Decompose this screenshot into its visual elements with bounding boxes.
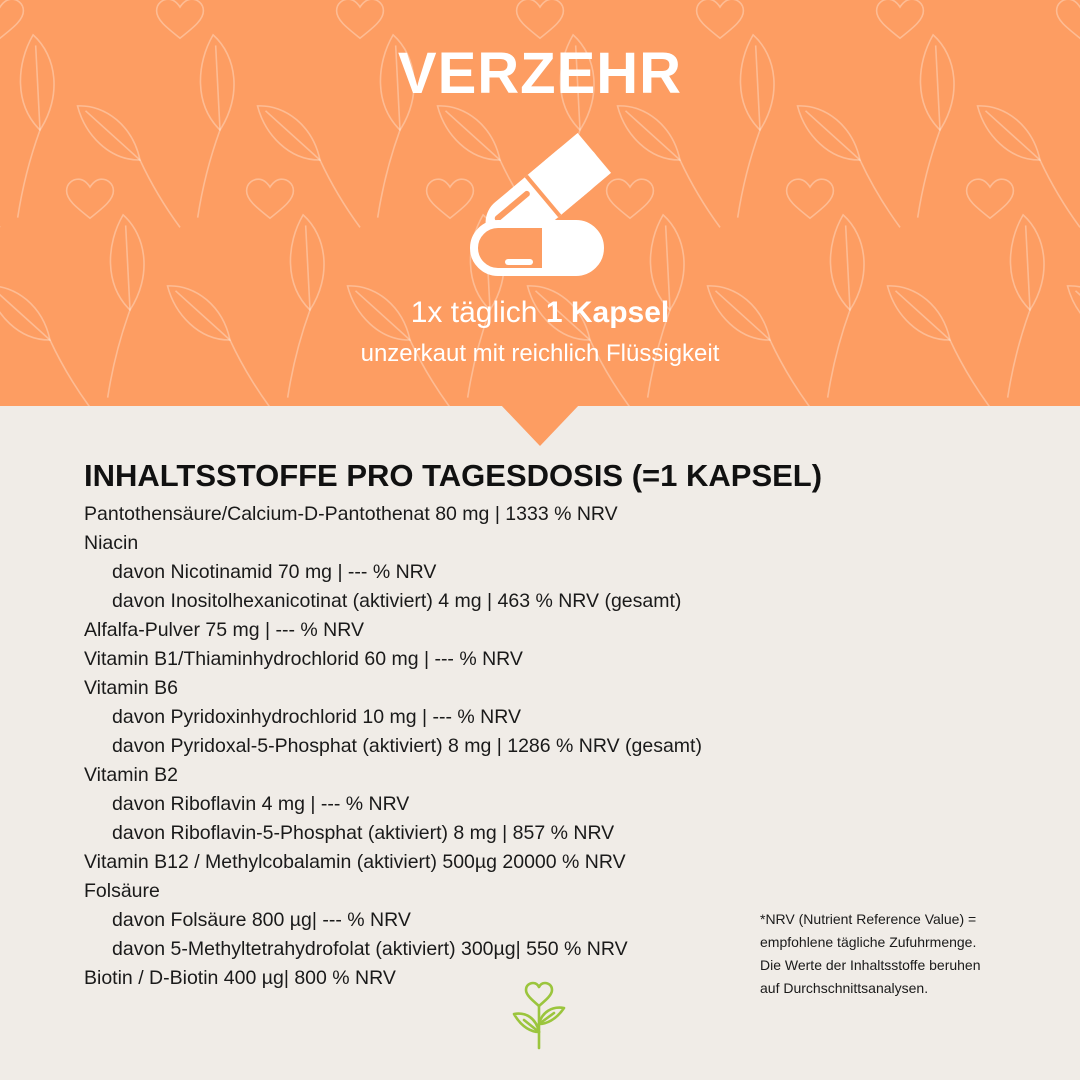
usage-title: VERZEHR (397, 41, 683, 106)
pattern-leaf (796, 88, 900, 245)
pattern-heart (157, 0, 204, 38)
ingredient-row: Biotin / D-Biotin 400 µg| 800 % NRV (84, 967, 396, 989)
ingredient-row: Pantothensäure/Calcium-D-Pantothenat 80 mg | 1333 % NRV (84, 503, 618, 525)
pattern-heart (967, 179, 1014, 218)
ingredient-row: davon Riboflavin-5-Phosphat (aktiviert) 8 mg | 857 % NRV (112, 822, 615, 844)
ingredient-row: Folsäure (84, 880, 160, 902)
dosage-amount: 1 Kapsel (545, 296, 670, 329)
pattern-heart (517, 0, 564, 38)
pattern-leaf (0, 268, 90, 406)
pattern-heart (1057, 0, 1080, 38)
pattern-heart (877, 0, 924, 38)
ingredients-list (84, 500, 702, 993)
ingredient-row: davon Pyridoxal-5-Phosphat (aktiviert) 8 mg | 1286 % NRV (gesamt) (112, 735, 702, 757)
ingredient-row: Vitamin B6 (84, 677, 178, 699)
intake-instruction: unzerkaut mit reichlich Flüssigkeit (360, 340, 720, 367)
ingredient-row: davon 5-Methyltetrahydrofolat (aktiviert) 300µg| 550 % NRV (112, 938, 628, 960)
ingredients-heading (84, 458, 822, 494)
pattern-leaf (346, 268, 450, 406)
pattern-heart (247, 179, 294, 218)
banner-pointer (500, 404, 580, 446)
pattern-leaf (886, 268, 990, 406)
pattern-leaf (976, 88, 1080, 245)
pattern-heart (0, 0, 23, 38)
footnote-line: Die Werte der Inhaltsstoffe beruhen (760, 957, 981, 973)
nrv-footnote (760, 908, 1050, 1000)
pattern-leaf (166, 268, 270, 406)
pattern-leaf (706, 268, 810, 406)
ingredient-row: Niacin (84, 532, 139, 554)
ingredient-row: davon Riboflavin 4 mg | --- % NRV (112, 793, 410, 815)
dosage-prefix: 1x täglich (410, 296, 546, 329)
ingredient-row: davon Nicotinamid 70 mg | --- % NRV (112, 561, 437, 583)
pattern-heart (337, 0, 384, 38)
ingredients-heading-rest: PRO TAGESDOSIS (=1 KAPSEL) (337, 458, 823, 493)
footnote-line: empfohlene tägliche Zufuhrmenge. (760, 934, 977, 950)
ingredient-row: davon Pyridoxinhydrochlorid 10 mg | --- % NRV (112, 706, 521, 728)
ingredient-row: Vitamin B1/Thiaminhydrochlorid 60 mg | --- % NRV (84, 648, 523, 670)
pattern-leaf (76, 88, 180, 245)
ingredient-row: davon Inositolhexanicotinat (aktiviert) 4 mg | 463 % NRV (gesamt) (112, 590, 682, 612)
ingredient-row: Vitamin B2 (84, 764, 178, 786)
footnote-line: *NRV (Nutrient Reference Value) = (760, 911, 977, 927)
capsule-icon (460, 126, 620, 286)
ingredient-row: davon Folsäure 800 µg| --- % NRV (112, 909, 411, 931)
ingredients-heading-bold: INHALTSSTOFFE (84, 458, 338, 493)
heart-sprout-icon (508, 980, 572, 1052)
dosage-text (0, 296, 1080, 330)
pattern-heart (787, 179, 834, 218)
pattern-leaf (616, 88, 720, 245)
pattern-leaf (256, 88, 360, 245)
pattern-leaf (1066, 268, 1080, 406)
pattern-heart (67, 179, 114, 218)
footnote-line: auf Durchschnittsanalysen. (760, 980, 929, 996)
ingredient-row: Alfalfa-Pulver 75 mg | --- % NRV (84, 619, 364, 641)
usage-banner (0, 0, 1080, 406)
ingredient-row: Vitamin B12 / Methylcobalamin (aktiviert) 500µg 20000 % NRV (84, 851, 626, 873)
pattern-heart (697, 0, 744, 38)
pattern-leaf (526, 268, 630, 406)
